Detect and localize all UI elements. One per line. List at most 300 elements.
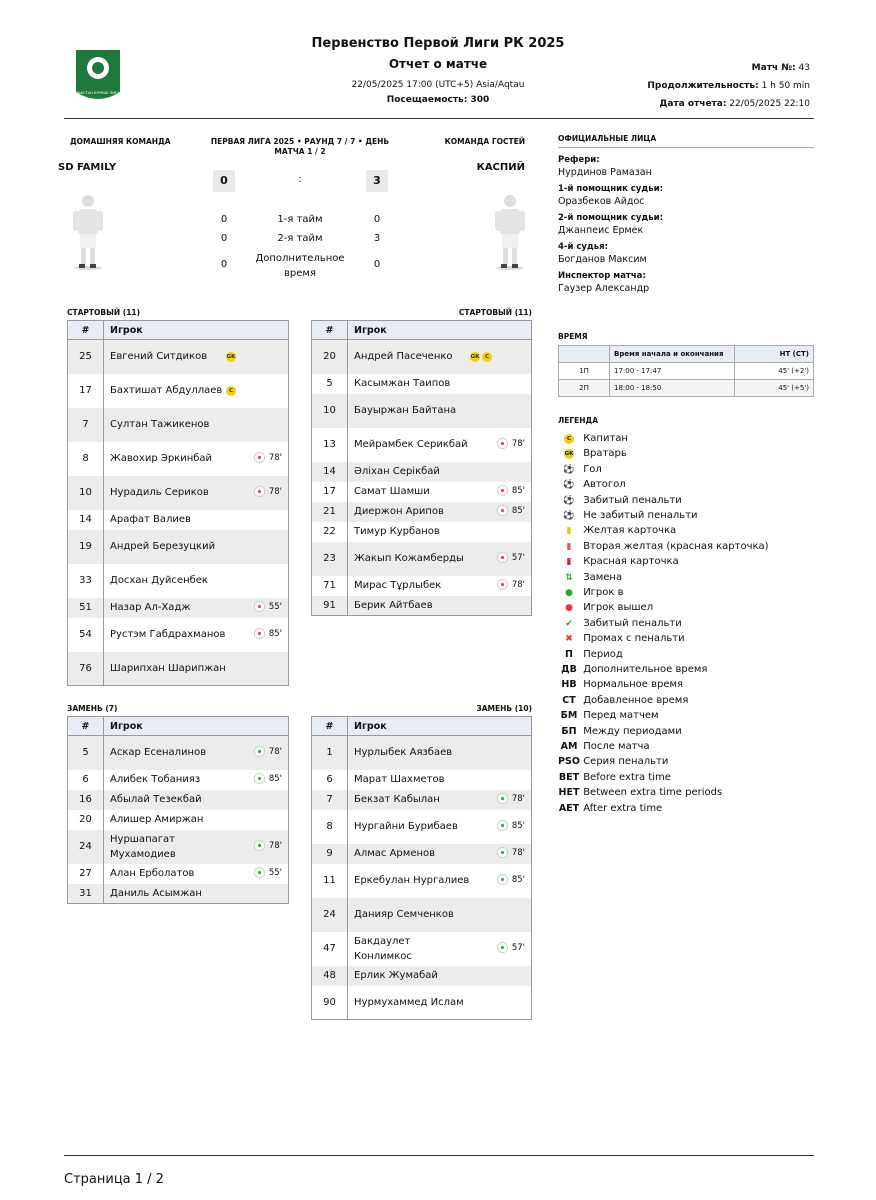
table-row (68, 652, 289, 686)
player-number: 17 (312, 482, 348, 502)
player-name: Даниль Асымжан (110, 887, 202, 899)
player-cell (348, 966, 532, 986)
table-row (312, 428, 532, 462)
official-entry (558, 271, 814, 294)
home-score: 0 (213, 170, 235, 192)
player-cell (348, 542, 532, 576)
player-name: Нурмухаммед Ислам (354, 996, 464, 1008)
player-name: Тимур Курбанов (354, 526, 440, 537)
player-cell (104, 736, 289, 770)
legend-item (558, 523, 676, 538)
player-in-event: 78' (497, 792, 525, 807)
table-row (312, 966, 532, 986)
col-num-header: # (312, 321, 348, 340)
page-number: Страница 1 / 2 (64, 1172, 164, 1187)
player-out-icon (254, 601, 265, 612)
legend-label: Игрок в (583, 587, 624, 598)
player-out-event: 78' (254, 485, 282, 500)
player-number: 5 (312, 374, 348, 394)
period2-home: 0 (220, 233, 228, 244)
legend-icon: АМ (560, 741, 578, 752)
player-in-icon (254, 867, 265, 878)
legend-icon: ⚽ (563, 511, 575, 521)
logo-text: КАЗАКСТАН БІРІНШІ ЛИГАСЫ (70, 91, 126, 95)
time-header-ht: HT (CT) (735, 346, 814, 363)
player-name: Еркебулан Нургалиев (354, 875, 470, 886)
legend-icon: П (565, 648, 573, 660)
officials-divider (558, 147, 814, 148)
player-number: 21 (312, 502, 348, 522)
table-row (312, 482, 532, 502)
player-cell (348, 428, 532, 462)
legend-label: Автогол (583, 479, 626, 491)
legend-item (558, 708, 659, 723)
legend-icon: ДВ (561, 664, 577, 675)
player-name: Бахтишат Абдуллаев (110, 385, 223, 396)
legend-icon: C (558, 431, 580, 446)
legend-label: Забитый пенальти (583, 617, 682, 629)
table-row (312, 864, 532, 898)
player-name: Ерлик Жумабай (354, 970, 438, 981)
player-name: Султан Тажикенов (110, 419, 210, 430)
legend-icon: ✔ (565, 618, 573, 629)
player-in-icon (497, 820, 508, 831)
player-number: 24 (312, 898, 348, 932)
legend-item (558, 477, 626, 492)
table-row (68, 510, 289, 530)
player-number: 10 (68, 476, 104, 510)
player-cell (104, 408, 289, 442)
report-title: Первенство Первой Лиги РК 2025 (311, 36, 565, 51)
player-number: 14 (68, 510, 104, 530)
away-team-name: КАСПИЙ (476, 162, 525, 173)
player-cell (104, 770, 289, 790)
legend-item (558, 770, 671, 785)
legend-label: Желтая карточка (583, 525, 677, 537)
player-cell (348, 770, 532, 790)
player-name: Алмас Арменов (354, 848, 436, 859)
player-name: Шарипхан Шарипжан (110, 662, 226, 674)
table-row (68, 864, 289, 884)
table-row (312, 394, 532, 428)
player-number: 71 (312, 576, 348, 596)
table-row (68, 340, 289, 374)
legend-item (558, 554, 679, 569)
home-kit-icon (70, 192, 106, 272)
player-number: 7 (312, 790, 348, 810)
player-number: 7 (68, 408, 104, 442)
table-row (312, 502, 532, 522)
player-number: 91 (312, 596, 348, 616)
player-name: Досхан Дуйсенбек (110, 575, 208, 586)
player-cell (104, 564, 289, 598)
player-in-icon (497, 874, 508, 885)
player-cell (104, 618, 289, 652)
player-number: 25 (68, 340, 104, 374)
table-row (312, 340, 532, 374)
player-name: Алишер Амиржан (110, 814, 204, 825)
player-name: Самат Шамши (354, 486, 430, 497)
player-in-icon (254, 840, 265, 851)
round-info: ПЕРВАЯ ЛИГА 2025 • РАУНД 7 / 7 • ДЕНЬ МАТЧА 1 / 2 (210, 137, 390, 156)
player-number: 16 (68, 790, 104, 810)
away-kit-icon (492, 192, 528, 272)
player-cell (348, 462, 532, 482)
player-number: 6 (68, 770, 104, 790)
extra-label: Дополнительное время (255, 253, 345, 279)
player-name: Андрей Пасеченко (354, 351, 453, 363)
player-cell (348, 502, 532, 522)
player-cell (348, 394, 532, 428)
table-row (312, 986, 532, 1020)
goalkeeper-badge-icon: GK (226, 353, 236, 360)
table-row (312, 576, 532, 596)
legend-label: Вратарь (583, 448, 627, 460)
legend-icon: ✖ (565, 634, 573, 645)
player-cell (104, 884, 289, 904)
col-player-header: Игрок (348, 717, 532, 736)
legend-label: After extra time (583, 802, 663, 814)
officials-title: ОФИЦИАЛЬНЫЕ ЛИЦА (558, 134, 657, 143)
away-team-label: КОМАНДА ГОСТЕЙ (444, 137, 525, 146)
legend-item (558, 754, 668, 769)
player-name: Нурадиль Сериков (110, 487, 209, 498)
legend-label: Капитан (583, 433, 628, 444)
player-number: 20 (312, 340, 348, 374)
period2-away: 3 (373, 233, 381, 244)
col-player-header: Игрок (104, 717, 289, 736)
player-name: Андрей Березуцкий (110, 541, 216, 552)
score-separator: : (298, 174, 302, 185)
player-cell (348, 374, 532, 394)
player-name: Алибек Тобанияз (110, 774, 201, 785)
official-role: Инспектор матча: (558, 271, 646, 281)
player-cell (348, 482, 532, 502)
match-number: Матч №: 43 (751, 63, 810, 73)
player-out-icon (497, 438, 508, 449)
table-row (312, 462, 532, 482)
player-cell (104, 598, 289, 618)
legend-icon: ⚽ (563, 464, 575, 475)
table-row (312, 898, 532, 932)
player-number: 8 (312, 810, 348, 844)
player-out-event: 78' (497, 578, 525, 593)
player-name: Бакдаулет Конлимкос (354, 935, 412, 962)
player-name: Бекзат Кабылан (354, 794, 440, 805)
player-cell (348, 790, 532, 810)
legend-item (558, 693, 688, 708)
table-row (312, 932, 532, 966)
player-name: Мирас Тұрлыбек (354, 580, 442, 591)
player-name: Арафат Валиев (110, 514, 191, 525)
table-row (312, 770, 532, 790)
legend-label: Промах с пенальти (583, 633, 685, 645)
table-row (312, 736, 532, 770)
player-in-icon (497, 793, 508, 804)
legend-item (558, 647, 623, 662)
period2-label: 2-я тайм (277, 233, 323, 244)
captain-badge-icon: C (226, 386, 236, 396)
table-row (68, 442, 289, 476)
legend-icon: НВ (561, 679, 577, 691)
extra-home: 0 (220, 259, 228, 270)
legend-label: Серия пенальти (583, 756, 669, 768)
col-num-header: # (68, 717, 104, 736)
legend-item (558, 570, 622, 585)
report-subtitle: Отчет о матче (388, 57, 488, 71)
player-number: 22 (312, 522, 348, 542)
legend-icon: PSO (558, 756, 580, 768)
home-sub-label: ЗАМЕНЬ (7) (67, 704, 118, 713)
table-row (68, 810, 289, 830)
player-cell (104, 476, 289, 510)
player-cell (348, 864, 532, 898)
player-number: 17 (68, 374, 104, 408)
player-cell (104, 530, 289, 564)
player-number: 47 (312, 932, 348, 966)
attendance: Посещаемость: 300 (386, 95, 490, 105)
official-name: Гаузер Александр (558, 283, 650, 294)
official-name: Богданов Максим (558, 254, 647, 265)
away-start-table (311, 320, 532, 616)
player-name: Касымжан Таипов (354, 378, 451, 389)
legend-item (558, 508, 698, 523)
player-cell (104, 830, 289, 864)
player-number: 9 (312, 844, 348, 864)
player-in-icon (254, 773, 265, 784)
legend-icon: HET (558, 787, 580, 799)
table-row (68, 598, 289, 618)
away-start-label: СТАРТОВЫЙ (11) (458, 308, 532, 317)
legend-icon: BET (558, 771, 580, 783)
player-number: 6 (312, 770, 348, 790)
player-in-event: 78' (254, 745, 282, 760)
legend-item (558, 801, 662, 816)
legend-icon: ● (565, 588, 573, 598)
legend-label: Не забитый пенальти (583, 510, 698, 521)
period1-home: 0 (220, 214, 228, 225)
goalkeeper-badge-icon: GK (470, 353, 480, 360)
table-row (68, 830, 289, 864)
player-out-event: 57' (497, 551, 525, 566)
player-name: Нурлыбек Аязбаев (354, 747, 453, 759)
legend-item (558, 616, 682, 631)
player-cell (348, 810, 532, 844)
player-in-event: 85' (254, 772, 282, 787)
legend-label: Игрок вышел (583, 602, 654, 614)
player-name: Евгений Ситдиков (110, 351, 208, 363)
player-in-icon (497, 847, 508, 858)
player-name: Аскар Есеналинов (110, 747, 207, 759)
official-entry (558, 184, 814, 207)
official-role: Рефери: (558, 155, 600, 165)
player-number: 51 (68, 598, 104, 618)
header-divider (64, 118, 814, 119)
table-row (312, 844, 532, 864)
legend-icon: ⚽ (563, 495, 575, 506)
time-row: 1П 17:00 - 17:47 45' (+2') (559, 363, 814, 380)
legend-item (558, 446, 627, 461)
legend-label: Гол (583, 463, 602, 475)
legend-label: Перед матчем (583, 710, 659, 722)
official-role: 2-й помощник судьи: (558, 213, 663, 223)
legend-label: Замена (583, 571, 623, 583)
player-out-icon (497, 485, 508, 496)
extra-away: 0 (373, 259, 381, 270)
official-name: Нурдинов Рамазан (558, 167, 652, 178)
official-role: 1-й помощник судьи: (558, 184, 663, 194)
legend-label: После матча (583, 741, 650, 752)
player-in-event: 85' (497, 873, 525, 888)
player-number: 27 (68, 864, 104, 884)
legend-label: Между периодами (583, 725, 682, 737)
player-in-event: 85' (497, 819, 525, 834)
player-number: 31 (68, 884, 104, 904)
legend-icon: ▮ (566, 541, 572, 552)
player-cell (348, 898, 532, 932)
legend-icon: СТ (562, 694, 576, 706)
player-name: Жакып Кожамберды (354, 553, 464, 564)
away-subs-table (311, 716, 532, 1020)
player-out-event: 78' (497, 437, 525, 452)
legend-label: Период (583, 648, 623, 660)
table-row (68, 408, 289, 442)
player-cell (104, 442, 289, 476)
player-number: 48 (312, 966, 348, 986)
player-cell (104, 510, 289, 530)
player-out-icon (497, 552, 508, 563)
legend-icon: GK (564, 450, 574, 457)
match-datetime: 22/05/2025 17:00 (UTC+5) Asia/Aqtau (351, 80, 525, 90)
player-number: 90 (312, 986, 348, 1020)
player-cell (348, 932, 532, 966)
legend-label: Дополнительное время (583, 664, 708, 675)
time-table (558, 345, 814, 397)
away-score: 3 (366, 170, 388, 192)
table-row (312, 790, 532, 810)
legend-icon: ▮ (566, 557, 572, 568)
home-subs-table (67, 716, 289, 904)
player-name: Данияр Семченков (354, 909, 454, 920)
player-cell (348, 340, 532, 374)
player-cell (348, 844, 532, 864)
player-cell (104, 652, 289, 686)
player-in-icon (254, 746, 265, 757)
player-cell (104, 374, 289, 408)
table-row (312, 810, 532, 844)
player-number: 5 (68, 736, 104, 770)
legend-title: ЛЕГЕНДА (558, 416, 599, 425)
legend-label: Before extra time (583, 771, 671, 783)
legend-item (558, 600, 653, 615)
time-row: 2П 18:00 - 18:50 45' (+5') (559, 380, 814, 397)
officials-list (558, 155, 814, 300)
table-row (312, 596, 532, 616)
player-out-event: 78' (254, 451, 282, 466)
legend-item (558, 724, 682, 739)
player-out-icon (497, 505, 508, 516)
legend-item (558, 462, 602, 477)
col-num-header: # (312, 717, 348, 736)
player-cell (348, 576, 532, 596)
col-num-header: # (68, 321, 104, 340)
table-row (68, 374, 289, 408)
player-number: 54 (68, 618, 104, 652)
player-number: 13 (312, 428, 348, 462)
player-out-event: 85' (497, 484, 525, 499)
player-name: Рустэм Габдрахманов (110, 629, 226, 640)
player-name: Нургайни Бурибаев (354, 821, 458, 832)
player-out-icon (497, 579, 508, 590)
legend-label: Красная карточка (583, 556, 679, 568)
official-entry (558, 155, 814, 178)
legend-label: Вторая желтая (красная карточка) (583, 540, 769, 552)
match-duration: Продолжительность: 1 h 50 min (647, 81, 810, 91)
player-out-icon (254, 628, 265, 639)
legend-label: Between extra time periods (583, 787, 723, 799)
player-number: 23 (312, 542, 348, 576)
legend-icon: БМ (560, 710, 578, 722)
table-row (68, 884, 289, 904)
player-in-event: 57' (497, 941, 525, 956)
player-name: Мейрамбек Серикбай (354, 439, 468, 450)
legend-label: Забитый пенальти (583, 494, 682, 506)
player-name: Марат Шахметов (354, 774, 445, 785)
player-number: 19 (68, 530, 104, 564)
home-start-label: СТАРТОВЫЙ (11) (67, 308, 141, 317)
player-name: Берик Айтбаев (354, 599, 433, 611)
table-row (68, 476, 289, 510)
table-row (68, 530, 289, 564)
official-role: 4-й судья: (558, 242, 609, 252)
player-number: 24 (68, 830, 104, 864)
official-name: Оразбеков Айдос (558, 196, 645, 207)
player-in-event: 78' (254, 839, 282, 854)
col-player-header: Игрок (104, 321, 289, 340)
player-cell (348, 522, 532, 542)
player-number: 1 (312, 736, 348, 770)
legend-icon: ● (565, 603, 573, 614)
time-header-period (559, 346, 610, 363)
table-row (68, 564, 289, 598)
legend-icon: ▮ (566, 526, 572, 537)
legend-item (558, 431, 628, 446)
player-number: 76 (68, 652, 104, 686)
legend-item (558, 785, 722, 800)
legend-icon: AET (558, 802, 580, 814)
player-name: Диержон Арипов (354, 506, 444, 517)
legend-label: Добавленное время (583, 694, 689, 706)
legend-item (558, 631, 685, 646)
player-cell (348, 596, 532, 616)
table-row (312, 542, 532, 576)
player-cell (348, 986, 532, 1020)
table-row (312, 374, 532, 394)
player-out-event: 85' (254, 627, 282, 642)
player-number: 10 (312, 394, 348, 428)
table-row (68, 618, 289, 652)
legend-item (558, 739, 650, 754)
time-header-range: Время начала и окончания (610, 346, 735, 363)
table-row (68, 736, 289, 770)
player-number: 8 (68, 442, 104, 476)
away-sub-label: ЗАМЕНЬ (10) (476, 704, 532, 713)
home-team-label: ДОМАШНЯЯ КОМАНДА (70, 137, 171, 146)
table-row (68, 770, 289, 790)
player-name: Жавохир Эркинбай (110, 453, 213, 464)
legend-icon: БП (561, 725, 577, 737)
player-name: Назар Ал-Хадж (110, 602, 191, 613)
